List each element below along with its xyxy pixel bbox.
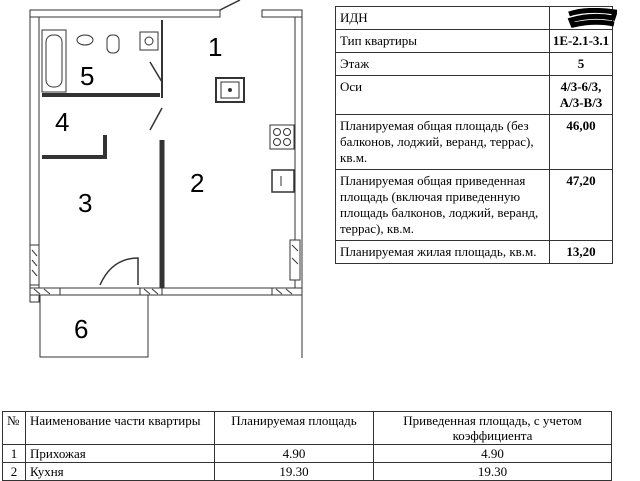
room-label-2: 2 (190, 168, 205, 198)
info-row (336, 241, 613, 264)
room-num: 2 (3, 463, 26, 481)
rooms-header-row (3, 412, 612, 445)
info-row (336, 115, 613, 170)
room-planned: 19.30 (215, 463, 374, 481)
room-reduced: 19.30 (374, 463, 612, 481)
table-row (3, 463, 612, 481)
col-header-reduced: Приведенная площадь, с учетом коэффициента (374, 412, 612, 445)
info-value: 47,20 (550, 170, 613, 241)
room-label-1: 1 (208, 32, 223, 62)
info-label: Тип квартиры (336, 30, 550, 53)
fridge (272, 170, 294, 192)
room-reduced: 4.90 (374, 445, 612, 463)
col-header-num: № (3, 412, 26, 445)
stove (270, 125, 294, 149)
col-header-name: Наименование части квартиры (26, 412, 215, 445)
info-value: 13,20 (550, 241, 613, 264)
balcony (40, 295, 148, 357)
floor-plan (0, 0, 320, 370)
info-row (336, 30, 613, 53)
room-name: Прихожая (26, 445, 215, 463)
info-row (336, 76, 613, 115)
info-row (336, 170, 613, 241)
info-label: Планируемая общая приведенная площадь (включая приведенную площадь балконов, лоджий, веранд, террас), кв.м. (336, 170, 550, 241)
table-row (3, 445, 612, 463)
rooms-table (2, 411, 612, 481)
sink (77, 35, 93, 45)
apartment-info-table (335, 6, 613, 264)
room-label-5: 5 (80, 61, 95, 91)
info-row (336, 53, 613, 76)
info-value: 5 (550, 53, 613, 76)
info-label: Планируемая жилая площадь, кв.м. (336, 241, 550, 264)
room-name: Кухня (26, 463, 215, 481)
info-label: Планируемая общая площадь (без балконов, лоджий, веранд, террас), кв.м. (336, 115, 550, 170)
room-label-3: 3 (78, 188, 93, 218)
wall-top-right (262, 10, 302, 17)
wall-bottom (30, 288, 302, 295)
info-label: Этаж (336, 53, 550, 76)
redaction-scribble (567, 8, 617, 28)
room-num: 1 (3, 445, 26, 463)
room-label-6: 6 (74, 314, 89, 344)
room-planned: 4.90 (215, 445, 374, 463)
wall-top (30, 10, 220, 17)
col-header-planned: Планируемая площадь (215, 412, 374, 445)
room-label-4: 4 (55, 107, 70, 137)
info-label: ИДН (336, 7, 550, 30)
toilet (107, 35, 119, 53)
info-value: 1Е-2.1-3.1 (550, 30, 613, 53)
info-value: 4/3-6/3, А/3-В/3 (550, 76, 613, 115)
info-label: Оси (336, 76, 550, 115)
info-value: 46,00 (550, 115, 613, 170)
